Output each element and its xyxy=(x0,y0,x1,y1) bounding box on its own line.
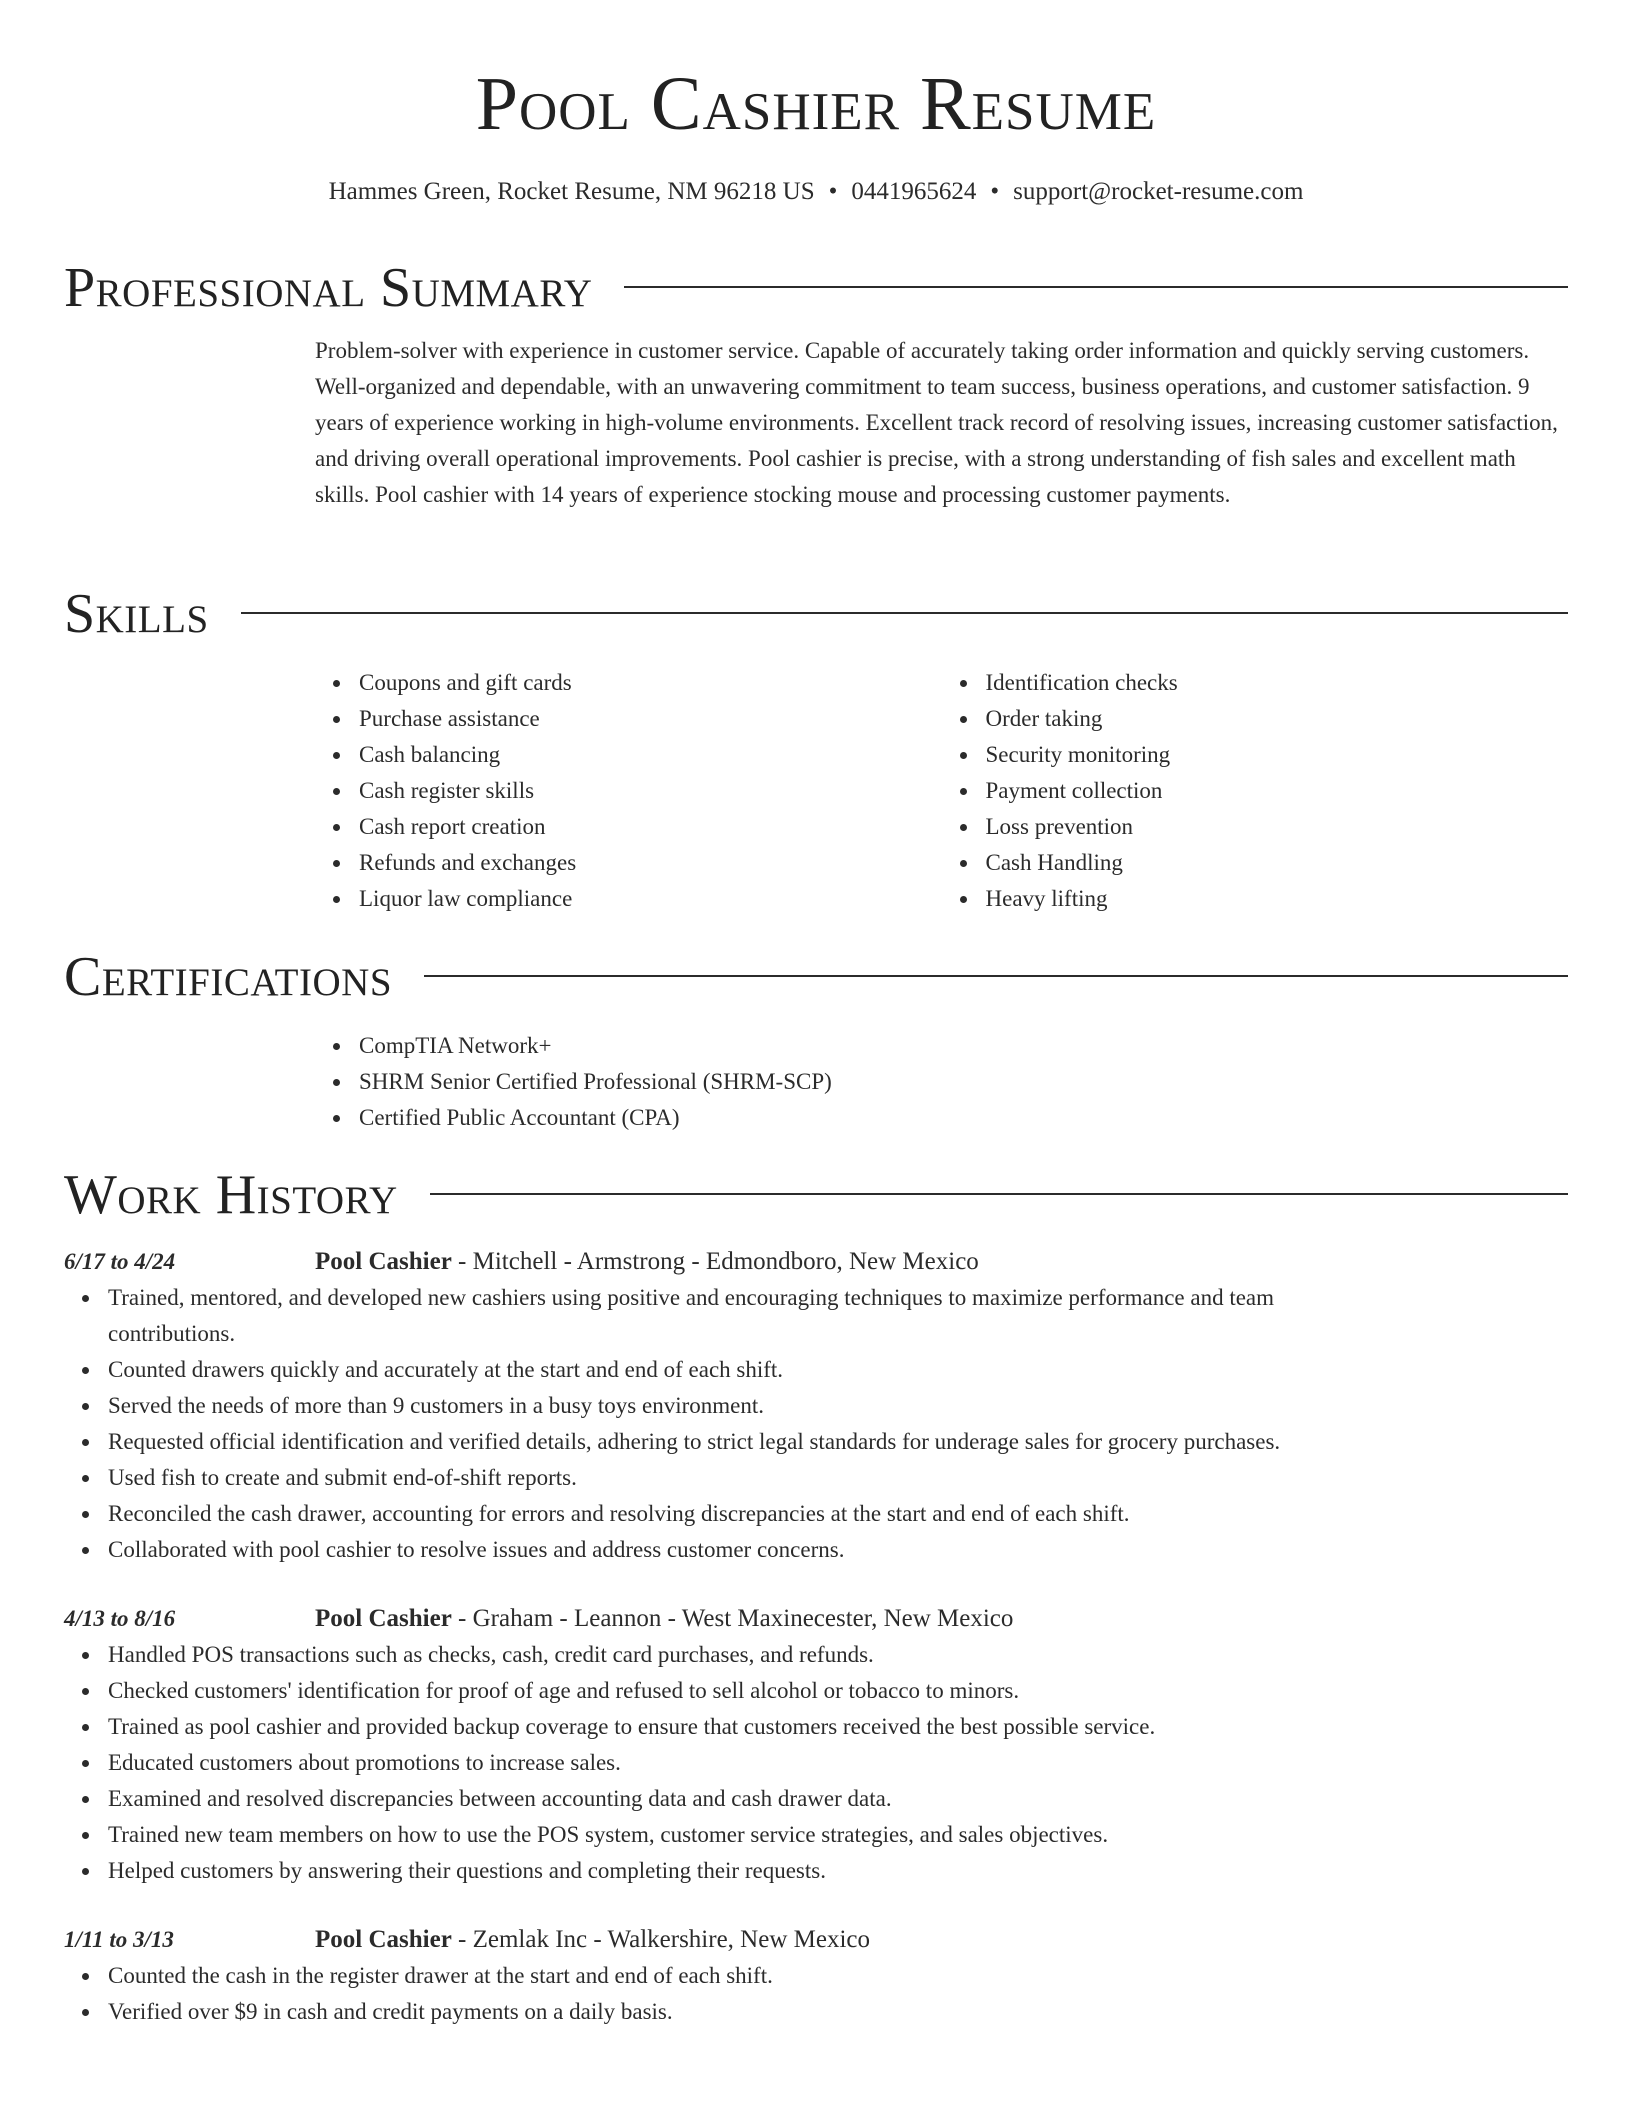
job-bullet: Helped customers by answering their questions and completing their requests. xyxy=(108,1853,1361,1889)
contact-email: support@rocket-resume.com xyxy=(1013,178,1304,205)
skill-item: Cash report creation xyxy=(359,809,942,845)
job-bullet-list xyxy=(64,1280,1361,1568)
certifications-content xyxy=(315,1028,1568,1136)
job-bullet: Educated customers about promotions to increase sales. xyxy=(108,1745,1361,1781)
job-entry xyxy=(64,1922,1568,2030)
job-title: Pool Cashier xyxy=(315,1605,452,1632)
work-history-header xyxy=(64,1160,1568,1230)
summary-text: Problem-solver with experience in customer service. Capable of accurately taking order information and quickly serving customers. Well-organized and dependable, with an unwavering commitment to team success, business operations, and customer satisfaction. 9 years of experience working in high-volume environments. Excellent track record of resolving issues, increasing customer satisfaction, and driving overall operational improvements. Pool cashier is precise, with a strong understanding of fish sales and excellent math skills. Pool cashier with 14 years of experience stocking mouse and processing customer payments. xyxy=(315,338,1558,507)
job-title: Pool Cashier xyxy=(315,1248,452,1275)
job-bullet: Examined and resolved discrepancies between accounting data and cash drawer data. xyxy=(108,1781,1361,1817)
skill-item: Coupons and gift cards xyxy=(359,665,942,701)
job-bullet: Handled POS transactions such as checks, cash, credit card purchases, and refunds. xyxy=(108,1637,1361,1673)
job-dates: 4/13 to 8/16 xyxy=(64,1606,176,1631)
certifications-section xyxy=(64,942,1568,1136)
resume-title: Pool Cashier Resume xyxy=(475,62,1157,146)
contact-line xyxy=(64,172,1568,212)
skill-item: Cash Handling xyxy=(986,845,1569,881)
skill-item: Identification checks xyxy=(986,665,1569,701)
skill-item: Refunds and exchanges xyxy=(359,845,942,881)
job-bullet: Trained new team members on how to use the POS system, customer service strategies, and sales objectives. xyxy=(108,1817,1361,1853)
work-history-section xyxy=(64,1160,1568,2030)
job-heading xyxy=(315,1244,1568,1280)
summary-content xyxy=(315,333,1568,513)
job-bullet: Verified over $9 in cash and credit payments on a daily basis. xyxy=(108,1994,1361,2030)
skills-title: Skills xyxy=(64,583,209,645)
job-details: - Graham - Leannon - West Maxinecester, New Mexico xyxy=(451,1605,1014,1632)
summary-title: Professional Summary xyxy=(64,257,593,319)
job-dates: 6/17 to 4/24 xyxy=(64,1249,176,1274)
skills-header xyxy=(64,579,1568,649)
skill-item: Loss prevention xyxy=(986,809,1569,845)
job-bullet: Reconciled the cash drawer, accounting for errors and resolving discrepancies at the start and end of each shift. xyxy=(108,1496,1361,1532)
job-bullet-list xyxy=(64,1958,1361,2030)
job-bullet: Served the needs of more than 9 customers in a busy toys environment. xyxy=(108,1388,1361,1424)
skills-section xyxy=(64,579,1568,917)
skill-item: Cash balancing xyxy=(359,737,942,773)
section-divider xyxy=(424,975,1568,977)
job-details: - Zemlak Inc - Walkershire, New Mexico xyxy=(451,1926,870,1953)
section-divider xyxy=(624,286,1568,288)
certification-item: SHRM Senior Certified Professional (SHRM-SCP) xyxy=(359,1064,1568,1100)
certification-item: Certified Public Accountant (CPA) xyxy=(359,1100,1568,1136)
skill-item: Cash register skills xyxy=(359,773,942,809)
summary-section xyxy=(64,253,1568,513)
job-heading xyxy=(315,1922,1568,1958)
contact-address: Hammes Green, Rocket Resume, NM 96218 US xyxy=(328,178,815,205)
skill-item: Purchase assistance xyxy=(359,701,942,737)
job-title: Pool Cashier xyxy=(315,1926,452,1953)
contact-separator: • xyxy=(990,178,1000,205)
certifications-title: Certifications xyxy=(64,946,393,1008)
job-entry xyxy=(64,1601,1568,1889)
certification-item: CompTIA Network+ xyxy=(359,1028,1568,1064)
job-bullet: Trained as pool cashier and provided backup coverage to ensure that customers received the best possible service. xyxy=(108,1709,1361,1745)
skill-item: Payment collection xyxy=(986,773,1569,809)
contact-separator: • xyxy=(828,178,838,205)
job-bullet: Counted the cash in the register drawer at the start and end of each shift. xyxy=(108,1958,1361,1994)
skills-grid xyxy=(315,665,1568,917)
job-bullet: Collaborated with pool cashier to resolve issues and address customer concerns. xyxy=(108,1532,1361,1568)
work-history-title: Work History xyxy=(64,1164,398,1226)
skill-item: Heavy lifting xyxy=(986,881,1569,917)
summary-header xyxy=(64,253,1568,323)
skill-item: Liquor law compliance xyxy=(359,881,942,917)
skill-item: Security monitoring xyxy=(986,737,1569,773)
certifications-header xyxy=(64,942,1568,1012)
job-bullet: Checked customers' identification for proof of age and refused to sell alcohol or tobacco to minors. xyxy=(108,1673,1361,1709)
skills-list-left xyxy=(315,665,942,917)
section-divider xyxy=(241,612,1568,614)
job-heading xyxy=(315,1601,1568,1637)
section-divider xyxy=(430,1193,1568,1195)
contact-phone: 0441965624 xyxy=(851,178,977,205)
skills-content xyxy=(315,665,1568,917)
job-dates: 1/11 to 3/13 xyxy=(64,1927,174,1952)
skill-item: Order taking xyxy=(986,701,1569,737)
job-bullet-list xyxy=(64,1637,1361,1889)
job-bullet: Trained, mentored, and developed new cashiers using positive and encouraging techniques to maximize performance and team contributions. xyxy=(108,1280,1361,1352)
job-bullet: Counted drawers quickly and accurately at the start and end of each shift. xyxy=(108,1352,1361,1388)
job-bullet: Used fish to create and submit end-of-shift reports. xyxy=(108,1460,1361,1496)
job-details: - Mitchell - Armstrong - Edmondboro, New Mexico xyxy=(451,1248,979,1275)
job-bullet: Requested official identification and verified details, adhering to strict legal standards for underage sales for grocery purchases. xyxy=(108,1424,1361,1460)
job-entry xyxy=(64,1244,1568,1568)
skills-list-right xyxy=(942,665,1569,917)
certifications-list xyxy=(315,1028,1568,1136)
